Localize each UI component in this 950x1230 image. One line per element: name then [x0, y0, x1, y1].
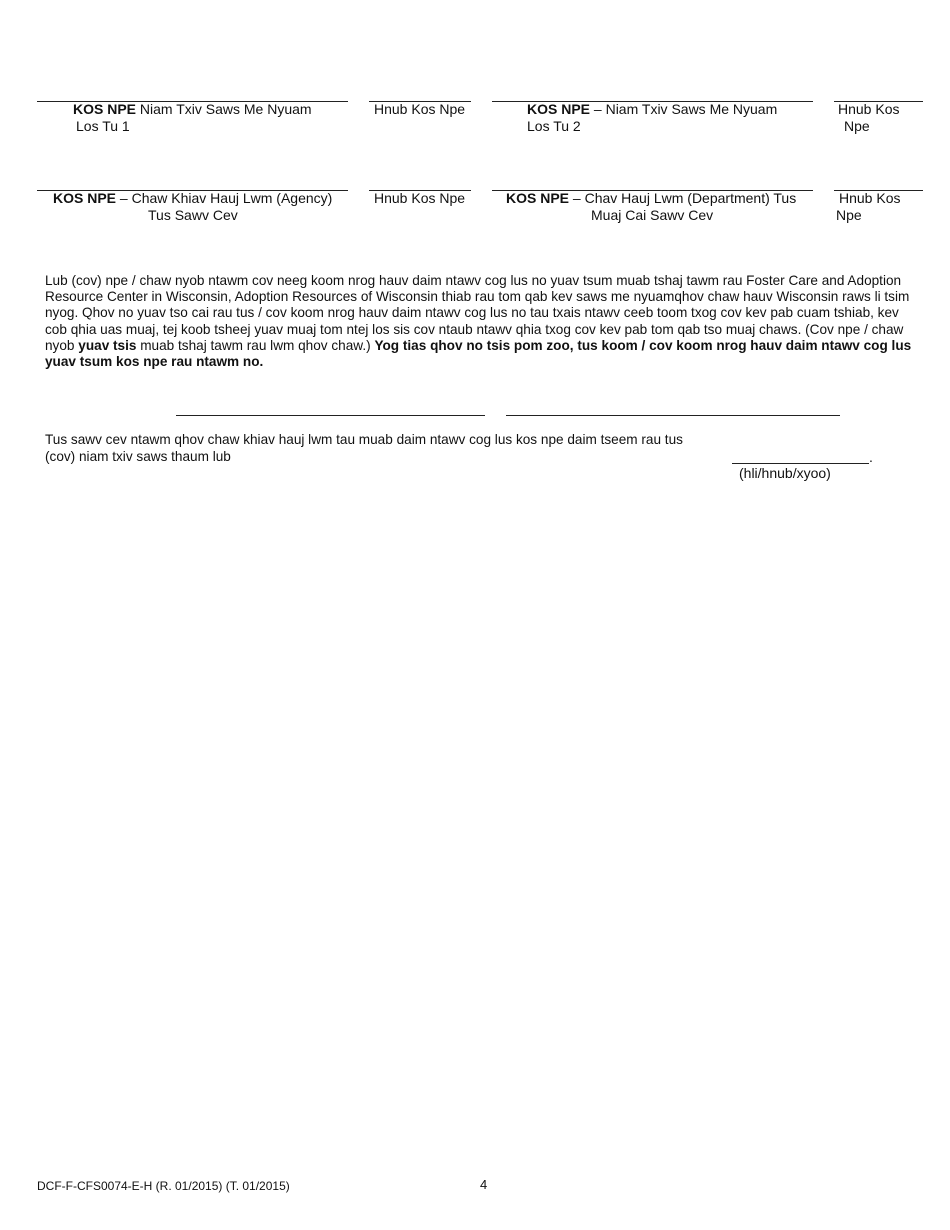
- signature-label-parent-2-line2: Los Tu 2: [527, 118, 581, 134]
- sig-text: Niam Txiv Saws Me Nyuam: [136, 101, 312, 117]
- kos-npe-label: KOS NPE: [73, 101, 137, 117]
- signature-label-department: [506, 190, 811, 207]
- consent-bold-1: yuav tsis: [78, 337, 137, 353]
- opt-out-signature-line-2[interactable]: [506, 415, 840, 416]
- copy-statement-line2: (cov) niam txiv saws thaum lub: [45, 449, 231, 464]
- signature-label-agency-line2: Tus Sawv Cev: [148, 207, 238, 223]
- date-label-agency: Hnub Kos Npe: [374, 190, 466, 206]
- opt-out-signature-line-1[interactable]: [176, 415, 485, 416]
- kos-npe-label: KOS NPE: [527, 101, 591, 117]
- copy-date-format: (hli/hnub/xyoo): [739, 465, 831, 481]
- kos-npe-label: KOS NPE: [53, 190, 117, 206]
- sig-text: – Niam Txiv Saws Me Nyuam: [590, 101, 778, 117]
- consent-bold-2: Yog tias qhov no tsis pom zoo, tus koom / cov koom nrog hauv daim ntawv cog lus yuav tsum kos npe rau ntawm no.: [45, 337, 912, 370]
- copy-date-line[interactable]: [732, 463, 869, 464]
- date-label-parent-1: Hnub Kos Npe: [374, 101, 466, 117]
- copy-date-period: .: [869, 449, 873, 465]
- page-number: 4: [480, 1177, 488, 1192]
- consent-text-1: Lub (cov) npe / chaw nyob ntawm cov neeg koom nrog hauv daim ntawv cog lus no yuav tsum muab tshaj tawm rau Foster Care and Adoption Resource Center in Wisconsin, Adoption Resources of Wisconsin thiab rau tom qab kev saws me nyuamqhov chaw hauv Wisconsin raws li tsim nyog. Qhov no yuav tso cai rau tus / cov koom nrog hauv daim ntawv cog lus no tau txais ntawv ceeb toom txog cov kev pab cuam tshiab, kev cob qhia uas muaj, tej koob tsheej yuav muaj tom ntej los sis cov ntaub ntawv qhia txog cov kev pab tom qab tso muaj chaws. (Cov npe / chaw nyob: [45, 273, 910, 353]
- signature-label-parent-1-line2: Los Tu 1: [76, 118, 130, 134]
- kos-npe-label: KOS NPE: [506, 190, 570, 206]
- signature-label-parent-1: [73, 101, 348, 118]
- date-label-parent-2-line2: Npe: [844, 118, 870, 134]
- sig-text: – Chav Hauj Lwm (Department) Tus: [569, 190, 797, 206]
- form-id: DCF-F-CFS0074-E-H (R. 01/2015) (T. 01/2015): [37, 1179, 290, 1193]
- date-label-department-line2: Npe: [836, 207, 862, 223]
- consent-text-2: muab tshaj tawm rau lwm qhov chaw.): [136, 337, 375, 353]
- consent-paragraph: [45, 273, 915, 370]
- copy-statement-line1: Tus sawv cev ntawm qhov chaw khiav hauj lwm tau muab daim ntawv cog lus kos npe daim tseem rau tus: [45, 432, 683, 447]
- date-label-department: Hnub Kos: [839, 190, 901, 206]
- signature-label-parent-2: [527, 101, 817, 118]
- date-label-parent-2: Hnub Kos: [838, 101, 900, 117]
- sig-text: – Chaw Khiav Hauj Lwm (Agency): [116, 190, 333, 206]
- signature-label-agency: [53, 190, 343, 207]
- signature-label-department-line2: Muaj Cai Sawv Cev: [591, 207, 714, 223]
